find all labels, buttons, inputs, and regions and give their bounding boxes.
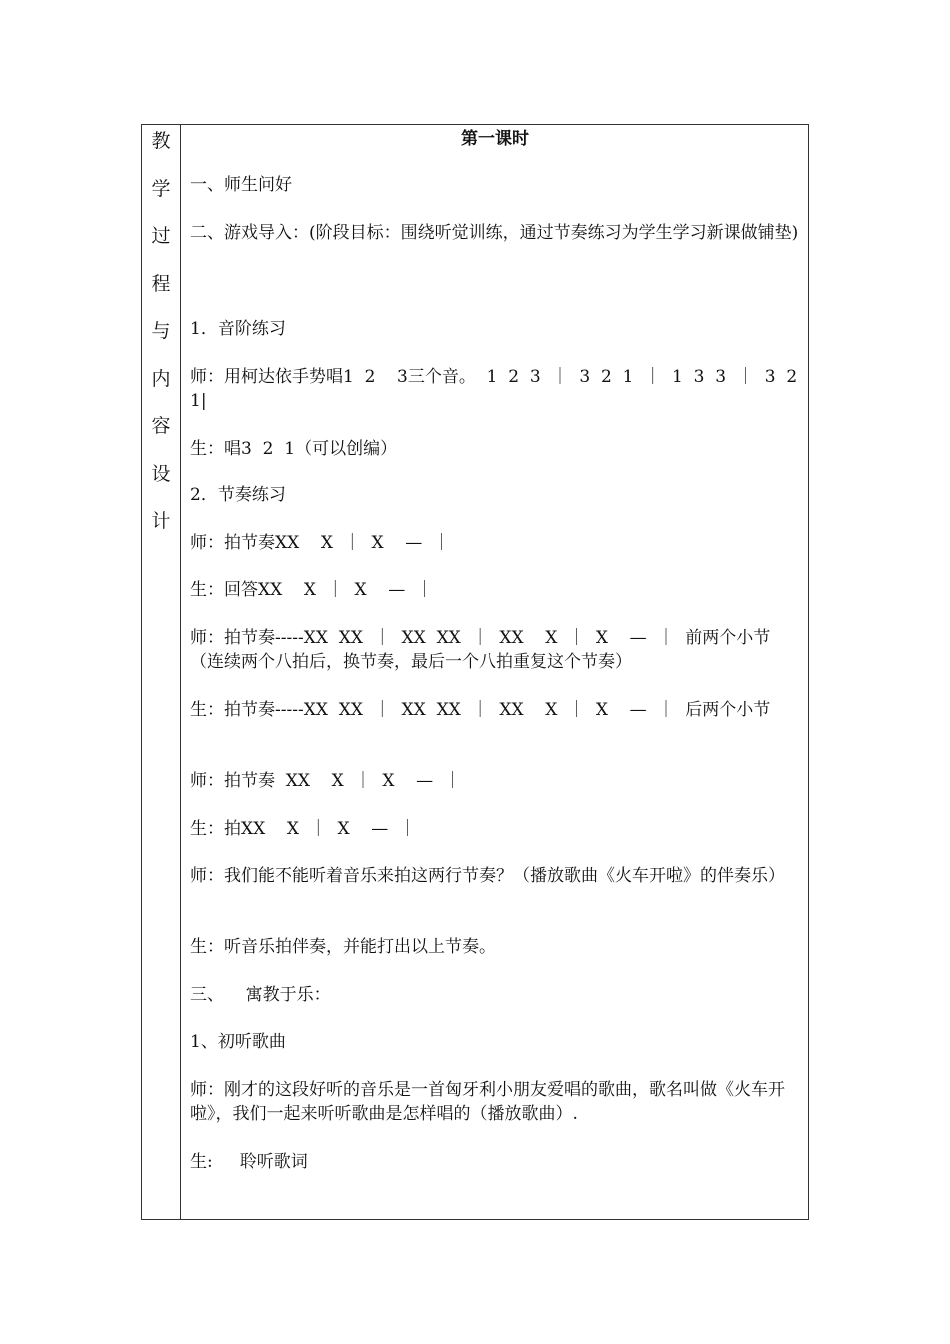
content-line: 一、师生问好 — [190, 175, 292, 195]
content-line: 生：唱3 2 1（可以创编） — [190, 439, 398, 459]
section-label-column — [142, 125, 181, 1219]
content-line: 生: 聆听歌词 — [190, 1152, 308, 1172]
section-label-char: 教 — [151, 130, 171, 152]
content-line: 生：拍节奏-----XX XX ｜ XX XX ｜ XX X ｜ X — ｜ 后两个小节 — [190, 700, 771, 720]
section-label-char: 过 — [151, 225, 171, 247]
content-line: 生：听音乐拍伴奏，并能打出以上节奏。 — [190, 937, 496, 957]
section-label-char: 与 — [151, 320, 171, 342]
lesson-title: 第一课时 — [461, 129, 529, 149]
content-line: 师：我们能不能听着音乐来拍这两行节奏？（播放歌曲《火车开啦》的伴奏乐） — [190, 866, 785, 886]
content-line: 生：拍XX X ｜ X — ｜ — [190, 819, 417, 839]
content-line: 师：拍节奏-----XX XX ｜ XX XX ｜ XX X ｜ X — ｜ 前两个小节（连续两个八拍后，换节奏，最后一个八拍重复这个节奏） — [190, 628, 771, 672]
content-line: 师：拍节奏 XX X ｜ X — ｜ — [190, 771, 461, 791]
content-line: 二、游戏导入：(阶段目标：围绕听觉训练，通过节奏练习为学生学习新课做铺垫) — [190, 223, 799, 243]
lesson-content — [181, 125, 808, 1219]
content-line: 师：用柯达依手势唱1 2 3三个音。 1 2 3 ｜ 3 2 1 ｜ 1 3 3 ｜ 3 2 1| — [190, 367, 808, 411]
content-line: 1．音阶练习 — [190, 319, 286, 339]
section-label-char: 程 — [151, 272, 171, 295]
section-label-char: 学 — [151, 177, 171, 200]
section-label-char: 内 — [151, 367, 171, 390]
section-label-char: 容 — [151, 415, 171, 437]
content-line: 1、初听歌曲 — [190, 1032, 286, 1052]
section-label-char: 计 — [151, 510, 171, 532]
content-line: 师：拍节奏XX X ｜ X — ｜ — [190, 533, 451, 553]
lesson-table — [141, 124, 809, 1220]
section-label-char: 设 — [151, 462, 171, 485]
content-line: 生：回答XX X ｜ X — ｜ — [190, 580, 434, 600]
content-line: 2．节奏练习 — [190, 485, 286, 505]
content-line: 师：刚才的这段好听的音乐是一首匈牙利小朋友爱唱的歌曲，歌名叫做《火车开啦》，我们一起来听听歌曲是怎样唱的（播放歌曲）. — [190, 1080, 785, 1124]
content-line: 三、 寓教于乐： — [190, 985, 331, 1005]
